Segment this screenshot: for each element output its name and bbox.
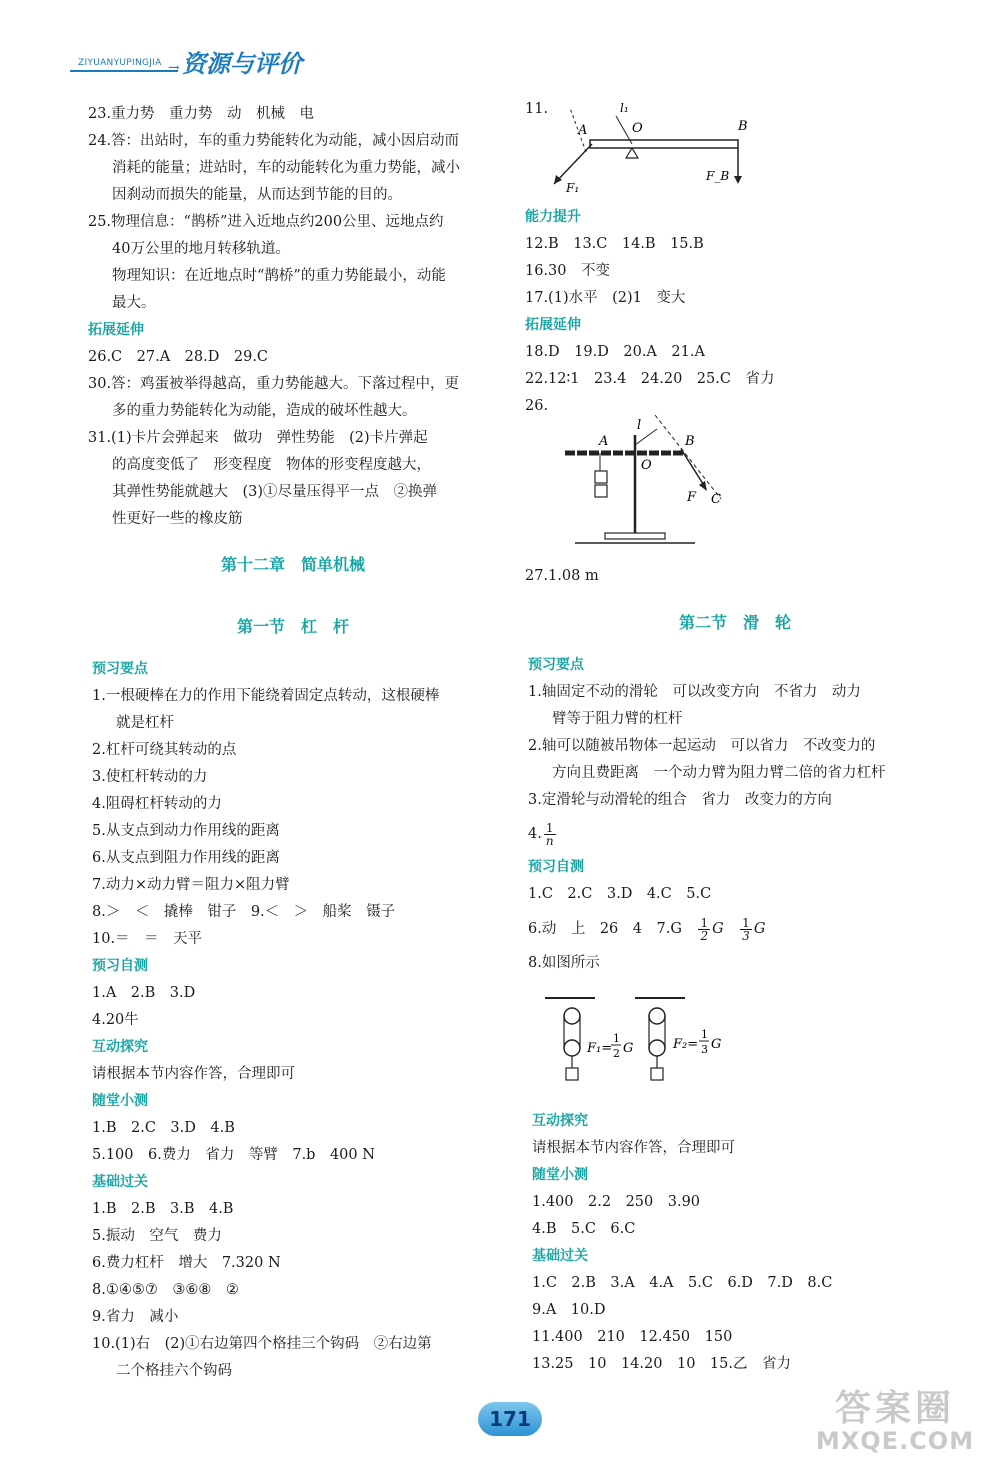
lever-diagram-26 bbox=[545, 405, 765, 553]
answer-line: 24.答：出站时，车的重力势能转化为动能，减小因启动而 bbox=[88, 133, 460, 149]
answer-line: 的高度变低了 形变程度 物体的形变程度越大， bbox=[112, 457, 431, 473]
answer-line: 5.100 6.费力 省力 等臂 7.b 400 N bbox=[92, 1147, 375, 1163]
answer-line: 30.答：鸡蛋被举得越高，重力势能越大。下落过程中，更 bbox=[88, 376, 460, 392]
answer-line: 4.20牛 bbox=[92, 1012, 139, 1028]
right-column-lower bbox=[528, 652, 948, 977]
answer-line: 1.C 2.B 3.A 4.A 5.C 6.D 7.D 8.C bbox=[532, 1275, 833, 1291]
label-f: F bbox=[687, 490, 697, 505]
answer-line: 性更好一些的橡皮筋 bbox=[112, 511, 243, 527]
section-title: 第一节 杠 杆 bbox=[236, 617, 349, 636]
answer-line: 1.一根硬棒在力的作用下能绕着固定点转动，这根硬棒 bbox=[92, 688, 440, 704]
left-column bbox=[88, 101, 498, 533]
section-heading: 预习自测 bbox=[528, 859, 584, 875]
answer-line: 10.(1)右 (2)①右边第四个格挂三个钩码 ②右边第 bbox=[92, 1336, 432, 1352]
answer-line: 方向且费距离 一个动力臂为阻力臂二倍的省力杠杆 bbox=[552, 765, 886, 781]
fraction-denominator: 3 bbox=[742, 928, 750, 943]
answer-line: 16.30 不变 bbox=[525, 263, 611, 279]
answer-line: 9.A 10.D bbox=[532, 1302, 606, 1318]
chapter-title: 第十二章 简单机械 bbox=[220, 555, 365, 574]
watermark-url: MXQE.COM bbox=[815, 1427, 975, 1455]
label-a: A bbox=[578, 123, 588, 138]
answer-line: 8.如图所示 bbox=[528, 955, 600, 971]
moving-pulley bbox=[649, 1040, 665, 1056]
answer-line: 最大。 bbox=[112, 295, 156, 311]
answer-line-fraction bbox=[528, 908, 948, 950]
fraction bbox=[544, 822, 556, 847]
label-a: A bbox=[599, 434, 609, 449]
section-heading: 随堂小测 bbox=[532, 1167, 588, 1183]
fraction-denominator: n bbox=[545, 833, 554, 848]
fraction-denominator: 2 bbox=[613, 1047, 620, 1060]
force-f1-line bbox=[554, 144, 592, 184]
moving-pulley bbox=[564, 1040, 580, 1056]
arrow-icon: → bbox=[168, 60, 180, 76]
section-heading: 基础过关 bbox=[92, 1174, 148, 1190]
label-l: l bbox=[637, 418, 642, 433]
fulcrum-icon bbox=[626, 148, 638, 158]
answer-line: 1.B 2.B 3.B 4.B bbox=[92, 1201, 234, 1217]
answer-line: 8.①④⑤⑦ ③⑥⑧ ② bbox=[92, 1282, 239, 1298]
answer-line: 27.1.08 m bbox=[525, 568, 599, 584]
label-f2: F₂= bbox=[673, 1037, 699, 1052]
answer-line: 10.＝ ＝ 天平 bbox=[92, 931, 203, 947]
answer-line: 物理知识：在近地点时“鹊桥”的重力势能最小，动能 bbox=[112, 268, 446, 284]
arrow-head-icon bbox=[699, 481, 707, 491]
answer-line: 13.25 10 14.20 10 15.乙 省力 bbox=[532, 1356, 791, 1372]
answer-line: 17.(1)水平 (2)1 变大 bbox=[525, 290, 686, 306]
answer-line: 5.振动 空气 费力 bbox=[92, 1228, 222, 1244]
answer-line: 请根据本节内容作答，合理即可 bbox=[92, 1066, 295, 1082]
header-title: 资源与评价 bbox=[182, 50, 302, 78]
force-extension-line bbox=[655, 415, 721, 499]
answer-line: 5.从支点到动力作用线的距离 bbox=[92, 823, 280, 839]
answer-line: 其弹性势能就越大 (3)①尽量压得平一点 ②换弹 bbox=[112, 484, 438, 500]
force-f-line bbox=[681, 449, 705, 487]
label-g: G bbox=[711, 1037, 722, 1052]
section-heading: 预习要点 bbox=[92, 661, 148, 677]
section-heading: 互动探究 bbox=[532, 1113, 588, 1129]
page-number: 171 bbox=[478, 1402, 542, 1436]
label-f1: F₁ bbox=[566, 181, 580, 195]
answer-line: 1.B 2.C 3.D 4.B bbox=[92, 1120, 235, 1136]
answer-line: 2.杠杆可绕其转动的点 bbox=[92, 742, 237, 758]
label-b: B bbox=[738, 119, 748, 134]
pulley-diagram bbox=[545, 990, 745, 1100]
answer-line-fraction bbox=[528, 814, 948, 854]
question-number: 11. bbox=[525, 101, 549, 117]
answer-line: 二个格挂六个钩码 bbox=[116, 1363, 232, 1379]
label-b: B bbox=[685, 434, 695, 449]
q6-g: G bbox=[712, 921, 724, 937]
answer-line: 3.定滑轮与动滑轮的组合 省力 改变力的方向 bbox=[528, 792, 832, 808]
watermark-logo bbox=[800, 1380, 990, 1466]
answer-line: 1.轴固定不动的滑轮 可以改变方向 不省力 动力 bbox=[528, 684, 861, 700]
lever-bar bbox=[590, 140, 738, 148]
load-weight bbox=[566, 1068, 578, 1080]
answer-line: 4.阻碍杠杆转动的力 bbox=[92, 796, 222, 812]
section-heading: 基础过关 bbox=[532, 1248, 588, 1264]
fraction bbox=[740, 917, 752, 942]
label-o: O bbox=[641, 458, 652, 473]
stand-base bbox=[605, 533, 665, 539]
fraction-numerator: 1 bbox=[701, 1028, 708, 1041]
answer-line: 1.400 2.2 250 3.90 bbox=[532, 1194, 701, 1210]
answer-line: 4.B 5.C 6.C bbox=[532, 1221, 636, 1237]
right-column-bottom bbox=[532, 1108, 952, 1378]
answer-line: 1.A 2.B 3.D bbox=[92, 985, 196, 1001]
answer-line: 26.C 27.A 28.D 29.C bbox=[88, 349, 269, 365]
label-l1: l₁ bbox=[620, 101, 629, 115]
answer-line: 3.使杠杆转动的力 bbox=[92, 769, 208, 785]
fraction bbox=[698, 917, 710, 942]
section-heading: 拓展延伸 bbox=[525, 317, 581, 333]
section-heading: 预习自测 bbox=[92, 958, 148, 974]
answer-line: 22.12∶1 23.4 24.20 25.C 省力 bbox=[525, 371, 775, 387]
section-heading: 预习要点 bbox=[528, 657, 584, 673]
header-logo bbox=[70, 44, 330, 78]
answer-line: 25.物理信息：“鹊桥”进入近地点约200公里、远地点约 bbox=[88, 214, 444, 230]
answer-line: 请根据本节内容作答，合理即可 bbox=[532, 1140, 735, 1156]
q4-prefix: 4. bbox=[528, 826, 542, 842]
label-f1: F₁= bbox=[587, 1041, 613, 1056]
header-pinyin: ZIYUANYUPINGJIA bbox=[78, 58, 162, 68]
fixed-pulley bbox=[649, 1008, 665, 1024]
label-g: G bbox=[623, 1041, 634, 1056]
hook-weight bbox=[595, 471, 607, 483]
label-o: O bbox=[632, 121, 643, 136]
answer-line: 18.D 19.D 20.A 21.A bbox=[525, 344, 705, 360]
q6-g: G bbox=[753, 921, 766, 937]
label-c: C bbox=[711, 492, 721, 507]
answer-line: 12.B 13.C 14.B 15.B bbox=[525, 236, 704, 252]
answer-line: 7.动力×动力臂＝阻力×阻力臂 bbox=[92, 877, 290, 893]
answer-line: 11.400 210 12.450 150 bbox=[532, 1329, 733, 1345]
fraction-denominator: 3 bbox=[701, 1043, 708, 1056]
answer-line: 23.重力势 重力势 动 机械 电 bbox=[88, 106, 315, 122]
fraction-denominator: 2 bbox=[700, 928, 709, 943]
section-title: 第二节 滑 轮 bbox=[678, 613, 791, 632]
q6-text: 6.动 上 26 4 7.G bbox=[528, 921, 682, 937]
answer-line: 就是杠杆 bbox=[116, 715, 174, 731]
answer-line: 因刹动而损失的能量，从而达到节能的目的。 bbox=[112, 187, 402, 203]
answer-line: 6.从支点到阻力作用线的距离 bbox=[92, 850, 280, 866]
answer-line: 2.轴可以随被吊物体一起运动 可以省力 不改变力的 bbox=[528, 738, 876, 754]
fraction-numerator: 1 bbox=[700, 915, 709, 930]
fraction-numerator: 1 bbox=[613, 1032, 620, 1045]
lever-diagram-11 bbox=[540, 96, 770, 200]
answer-line: 消耗的能量；进站时，车的动能转化为重力势能，减小 bbox=[112, 160, 460, 176]
header-rule bbox=[70, 70, 178, 72]
section-heading: 拓展延伸 bbox=[88, 322, 144, 338]
watermark-top: 答案圈 bbox=[834, 1388, 955, 1429]
fraction-numerator: 1 bbox=[742, 915, 750, 930]
label-fb: F_B bbox=[706, 169, 730, 183]
question-number: 26. bbox=[525, 398, 549, 414]
answer-line: 6.费力杠杆 增大 7.320 N bbox=[92, 1255, 281, 1271]
hook-weight bbox=[595, 485, 607, 497]
section-heading: 随堂小测 bbox=[92, 1093, 148, 1109]
answer-line: 1.C 2.C 3.D 4.C 5.C bbox=[528, 886, 712, 902]
answer-line: 多的重力势能转化为动能，造成的破坏性越大。 bbox=[112, 403, 417, 419]
fixed-pulley bbox=[564, 1008, 580, 1024]
section-heading: 互动探究 bbox=[92, 1039, 148, 1055]
answer-line: 8.＞ ＜ 撬棒 钳子 9.＜ ＞ 船桨 镊子 bbox=[92, 904, 396, 920]
answer-line: 31.(1)卡片会弹起来 做功 弹性势能 (2)卡片弹起 bbox=[88, 430, 428, 446]
right-column-top bbox=[525, 204, 945, 420]
answer-line: 40万公里的地月转移轨道。 bbox=[112, 241, 290, 257]
arrow-head-icon bbox=[734, 176, 742, 184]
section-heading: 能力提升 bbox=[525, 209, 581, 225]
answer-line: 9.省力 减小 bbox=[92, 1309, 179, 1325]
left-column-lower bbox=[92, 656, 502, 1385]
answer-line: 臂等于阻力臂的杠杆 bbox=[552, 711, 683, 727]
load-weight bbox=[651, 1068, 663, 1080]
fraction-numerator: 1 bbox=[544, 822, 556, 835]
